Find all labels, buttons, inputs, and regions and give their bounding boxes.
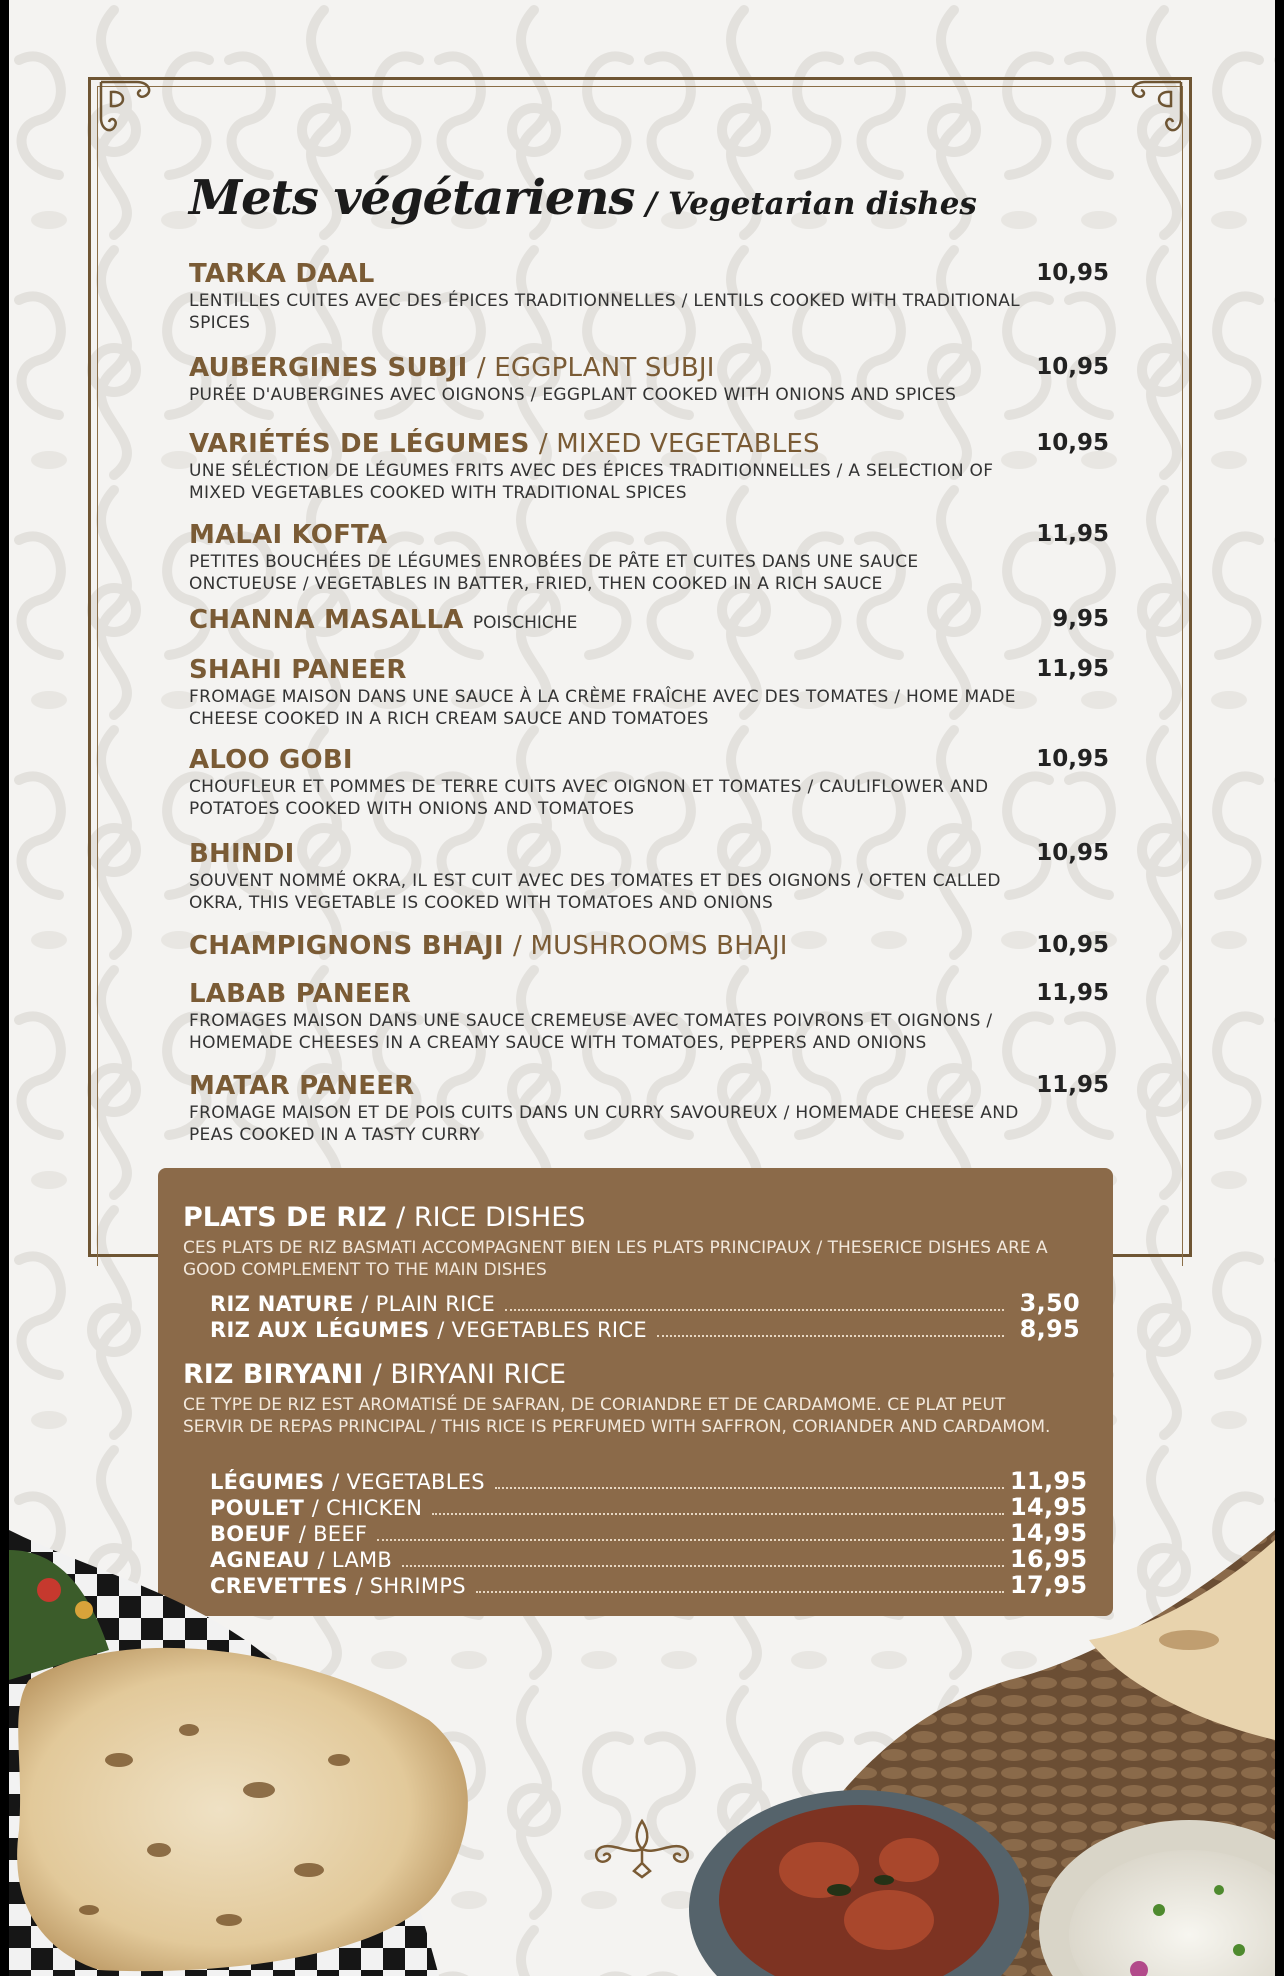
- rice-item-price: 11,95: [1010, 1467, 1088, 1495]
- rice-item-fr: BOEUF: [210, 1522, 292, 1546]
- dish-price: 10,95: [1036, 260, 1109, 286]
- dish-item: [189, 428, 1109, 504]
- dish-name: [189, 352, 1109, 384]
- rice-item-en: / LAMB: [317, 1548, 393, 1572]
- dish-description: PETITES BOUCHÉES DE LÉGUMES ENROBÉES DE PÂTE ET CUITES DANS UNE SAUCE ONCTUEUSE / VEGETABLES IN BATTER, FRIED, THEN COOKED IN A RICH SAUCE: [189, 552, 919, 594]
- dish-name-fr: CHANNA MASALLA: [189, 605, 464, 635]
- rice-item-label: [210, 1470, 485, 1494]
- rice-item-en: / VEGETABLES RICE: [437, 1318, 647, 1342]
- dish-name-en: / MUSHROOMS BHAJI: [513, 931, 788, 961]
- dish-name-fr: MALAI KOFTA: [189, 520, 388, 550]
- rice-item-fr: LÉGUMES: [210, 1470, 325, 1494]
- dish-description: UNE SÉLÉCTION DE LÉGUMES FRITS AVEC DES ÉPICES TRADITIONNELLES / A SELECTION OF MIXED VEGETABLES COOKED WITH TRADITIONAL SPICES: [189, 461, 994, 503]
- dish-name-fr: VARIÉTÉS DE LÉGUMES: [189, 429, 530, 459]
- dish-name: [189, 258, 1109, 290]
- rice-item-fr: POULET: [210, 1496, 305, 1520]
- rice-title: [183, 1202, 585, 1233]
- dish-note: POISCHICHE: [472, 613, 578, 633]
- corner-ornament-icon: [97, 78, 167, 138]
- dish-description: FROMAGES MAISON DANS UNE SAUCE CREMEUSE AVEC TOMATES POIVRONS ET OIGNONS / HOMEMADE CHEESES IN A CREAMY SAUCE WITH TOMATOES, PEPPERS AND ONIONS: [189, 1011, 993, 1053]
- dish-description: FROMAGE MAISON ET DE POIS CUITS DANS UN CURRY SAVOUREUX / HOMEMADE CHEESE AND PEAS COOKED IN A TASTY CURRY: [189, 1103, 1019, 1145]
- rice-item: [210, 1493, 1088, 1521]
- rice-title-en: / RICE DISHES: [396, 1202, 586, 1233]
- title-fr: Mets végétariens: [189, 170, 635, 226]
- rice-item: [210, 1315, 1080, 1341]
- rice-item-price: 16,95: [1010, 1545, 1088, 1573]
- menu-page: [9, 0, 1275, 1976]
- biryani-title-en: / BIRYANI RICE: [372, 1359, 567, 1390]
- dish-name: [189, 519, 1109, 551]
- biryani-title-fr: RIZ BIRYANI: [183, 1359, 364, 1390]
- dish-name: [189, 654, 1109, 686]
- rice-title-fr: PLATS DE RIZ: [183, 1202, 387, 1233]
- rice-item-price: 14,95: [1010, 1519, 1088, 1547]
- rice-item-en: / SHRIMPS: [355, 1574, 466, 1598]
- rice-item-fr: AGNEAU: [210, 1548, 310, 1572]
- dish-description: SOUVENT NOMMÉ OKRA, IL EST CUIT AVEC DES TOMATES ET DES OIGNONS / OFTEN CALLED OKRA, THIS VEGETABLE IS COOKED WITH TOMATOES AND ONIONS: [189, 871, 1001, 913]
- dish-name: [189, 838, 1109, 870]
- rice-item: [210, 1289, 1080, 1315]
- dish-price: 10,95: [1036, 932, 1109, 958]
- dish-description: FROMAGE MAISON DANS UNE SAUCE À LA CRÈME FRAÎCHE AVEC DES TOMATES / HOME MADE CHEESE COOKED IN A RICH CREAM SAUCE AND TOMATOES: [189, 687, 1016, 729]
- rice-item-price: 14,95: [1010, 1493, 1088, 1521]
- rice-item-price: 17,95: [1010, 1571, 1088, 1599]
- rice-item-label: [210, 1318, 647, 1342]
- dish-item: [189, 978, 1109, 1054]
- dish-item: [189, 519, 1109, 595]
- rice-item-en: / VEGETABLES: [332, 1470, 485, 1494]
- dish-name: [189, 930, 1109, 962]
- dish-price: 11,95: [1036, 521, 1109, 547]
- dish-name-en: / MIXED VEGETABLES: [538, 429, 820, 459]
- dish-name: [189, 428, 1109, 460]
- dish-price: 11,95: [1036, 1072, 1109, 1098]
- dish-item: [189, 258, 1109, 334]
- dish-name-fr: BHINDI: [189, 839, 295, 869]
- rice-item-label: [210, 1292, 495, 1316]
- dish-description: LENTILLES CUITES AVEC DES ÉPICES TRADITIONNELLES / LENTILS COOKED WITH TRADITIONAL SPICES: [189, 291, 1020, 333]
- dish-name: [189, 1070, 1109, 1102]
- dish-name-fr: MATAR PANEER: [189, 1071, 415, 1101]
- rice-item: [210, 1467, 1088, 1495]
- rice-item-label: [210, 1496, 422, 1520]
- dish-price: 11,95: [1036, 980, 1109, 1006]
- dish-description: PURÉE D'AUBERGINES AVEC OIGNONS / EGGPLANT COOKED WITH ONIONS AND SPICES: [189, 385, 957, 405]
- biryani-title: [183, 1359, 566, 1390]
- rice-item-fr: RIZ NATURE: [210, 1292, 354, 1316]
- food-photo: [9, 1530, 1275, 1976]
- title-separator: /: [645, 186, 657, 222]
- leader-dots: [505, 1309, 1004, 1311]
- rice-item-fr: CREVETTES: [210, 1574, 348, 1598]
- rice-item-en: / BEEF: [298, 1522, 368, 1546]
- dish-name-fr: TARKA DAAL: [189, 259, 375, 289]
- dish-price: 11,95: [1036, 656, 1109, 682]
- dish-item: [189, 654, 1109, 730]
- dish-name-fr: AUBERGINES SUBJI: [189, 353, 468, 383]
- dish-name-en: / EGGPLANT SUBJI: [476, 353, 715, 383]
- leader-dots: [432, 1513, 1004, 1515]
- dish-price: 9,95: [1052, 606, 1109, 632]
- rice-item-price: 8,95: [1019, 1315, 1080, 1343]
- dish-price: 10,95: [1036, 354, 1109, 380]
- dish-item: [189, 604, 1109, 639]
- rice-item-price: 3,50: [1019, 1289, 1080, 1317]
- dish-name-fr: ALOO GOBI: [189, 745, 353, 775]
- dish-name: [189, 978, 1109, 1010]
- fleuron-icon: [590, 1815, 694, 1881]
- corner-ornament-icon: [1115, 78, 1185, 138]
- dish-price: 10,95: [1036, 430, 1109, 456]
- rice-item-en: / CHICKEN: [311, 1496, 423, 1520]
- dish-item: [189, 1070, 1109, 1146]
- rice-item-fr: RIZ AUX LÉGUMES: [210, 1318, 430, 1342]
- dish-price: 10,95: [1036, 840, 1109, 866]
- title-en: Vegetarian dishes: [667, 186, 977, 222]
- rice-description: CES PLATS DE RIZ BASMATI ACCOMPAGNENT BIEN LES PLATS PRINCIPAUX / THESERICE DISHES ARE A GOOD COMPLEMENT TO THE MAIN DISHES: [183, 1238, 1048, 1280]
- dish-item: [189, 930, 1109, 962]
- dish-price: 10,95: [1036, 746, 1109, 772]
- dish-name-fr: CHAMPIGNONS BHAJI: [189, 931, 504, 961]
- biryani-description: CE TYPE DE RIZ EST AROMATISÉ DE SAFRAN, DE CORIANDRE ET DE CARDAMOME. CE PLAT PEUT SERVIR DE REPAS PRINCIPAL / THIS RICE IS PERFUMED WITH SAFFRON, CORIANDER AND CARDAMOM.: [183, 1395, 1051, 1437]
- leader-dots: [657, 1335, 1004, 1337]
- rice-item-en: / PLAIN RICE: [361, 1292, 496, 1316]
- page-title: [189, 170, 977, 226]
- dish-name: [189, 604, 1109, 639]
- dish-name-fr: SHAHI PANEER: [189, 655, 407, 685]
- dish-description: CHOUFLEUR ET POMMES DE TERRE CUITS AVEC OIGNON ET TOMATES / CAULIFLOWER AND POTATOES COOKED WITH ONIONS AND TOMATOES: [189, 777, 989, 819]
- dish-item: [189, 838, 1109, 914]
- dish-name-fr: LABAB PANEER: [189, 979, 411, 1009]
- dish-item: [189, 352, 1109, 406]
- leader-dots: [495, 1487, 1004, 1489]
- dish-name: [189, 744, 1109, 776]
- dish-item: [189, 744, 1109, 820]
